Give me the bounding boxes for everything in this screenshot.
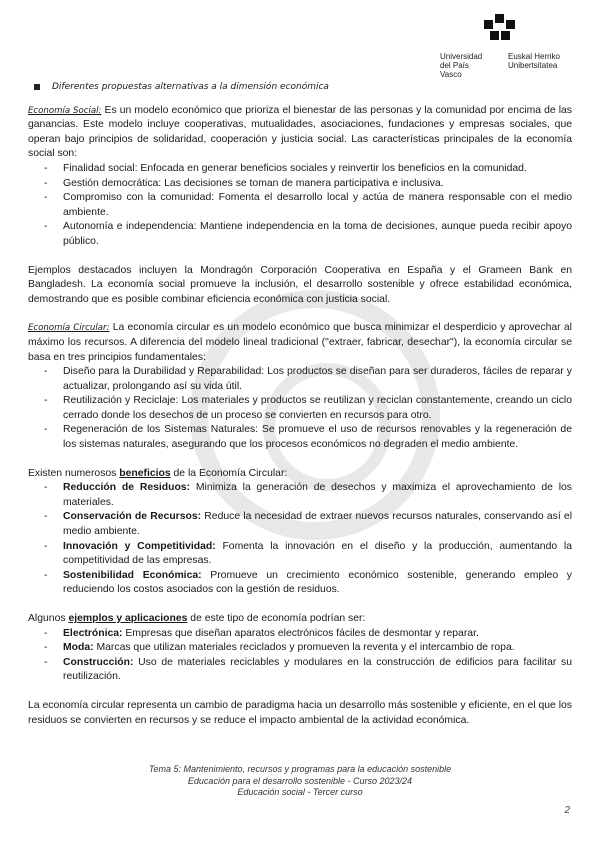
benefits-intro: Existen numerosos beneficios de la Economía Circular: <box>28 467 288 479</box>
page-footer <box>0 764 600 799</box>
conclusion-paragraph: La economía circular representa un cambio de paradigma hacia un desarrollo más sostenible y eficiente, en el que los residuos se convierten en recursos y se reduce el impacto ambiental de la actividad económica. <box>28 699 572 726</box>
social-features-list <box>28 162 572 250</box>
list-item: - Electrónica: Empresas que diseñan aparatos electrónicos fáciles de desmontar y reparar. <box>28 627 572 642</box>
list-item: - Reducción de Residuos: Minimiza la generación de desechos y maximiza el aprovechamiento de los materiales. <box>28 481 572 510</box>
document-body <box>28 80 572 728</box>
applications-intro: Algunos ejemplos y aplicaciones de este tipo de economía podrían ser: <box>28 613 366 624</box>
list-item: - Diseño para la Durabilidad y Reparabilidad: Los productos se diseñan para ser duraderos, fáciles de reparar y actualizar, prolongando así su vida útil. <box>28 365 572 394</box>
list-item: - Gestión democrática: Las decisiones se toman de manera participativa e inclusiva. <box>28 177 572 192</box>
page-number: 2 <box>564 805 570 816</box>
section-title: Diferentes propuestas alternativas a la dimensión económica <box>52 82 329 92</box>
footer-line: Tema 5: Mantenimiento, recursos y programas para la educación sostenible <box>148 764 452 774</box>
benefits-list <box>28 481 572 598</box>
logo-text-basque: Euskal Herriko Unibertsitatea <box>507 52 560 70</box>
section-heading <box>34 80 572 95</box>
list-item: - Compromiso con la comunidad: Fomenta el desarrollo local y actúa de manera responsable con el medio ambiente. <box>28 191 572 220</box>
list-item: - Regeneración de los Sistemas Naturales: Se promueve el uso de recursos renovables y la regeneración de los sistemas naturales, asegurando que los procesos económicos no degraden el medio ambiente. <box>28 423 572 452</box>
circular-economy-intro: Economía Circular: La economía circular es un modelo económico que busca minimizar el desperdicio y aprovechar al máximo los recursos. A diferencia del modelo lineal tradicional ("extraer, fabricar, desechar"), la economía circular se basa en tres principios fundamentales: <box>28 322 572 363</box>
list-item: - Innovación y Competitividad: Fomenta la innovación en el diseño y la producción, aumentando la competitividad de las empresas. <box>28 540 572 569</box>
list-item: - Sostenibilidad Económica: Promueve un crecimiento económico sostenible, generando empleo y reduciendo los costos asociados con la gestión de residuos. <box>28 569 572 598</box>
footer-line: Educación social - Tercer curso <box>237 787 363 797</box>
upv-ehu-emblem-icon <box>484 12 516 42</box>
social-economy-intro: Economía Social: Es un modelo económico que prioriza el bienestar de las personas y la comunidad por encima de las ganancias. Este modelo incluye cooperativas, mutualidades, asociaciones, fundaciones y empresas sociales, que operan bajo principios de solidaridad, cooperación y justicia social. Las características principales de la economía social son: <box>28 104 573 160</box>
circular-economy-label: Economía Circular: <box>28 323 110 334</box>
list-item: - Moda: Marcas que utilizan materiales reciclados y promueven la reventa y el intercambio de ropa. <box>28 641 572 656</box>
list-item: - Reutilización y Reciclaje: Los materiales y productos se reutilizan y reciclan constantemente, creando un ciclo cerrado donde los desechos de un proceso se convierten en recursos para otro. <box>28 394 572 423</box>
social-examples-paragraph: Ejemplos destacados incluyen la Mondragón Corporación Cooperativa en España y el Grameen Bank en Bangladesh. La economía social promueve la inclusión, el desarrollo sostenible y ofrece estabilidad económica, demostrando que es posible combinar eficiencia económica con justicia social. <box>28 264 572 305</box>
square-bullet-icon <box>34 84 40 90</box>
list-item: - Autonomía e independencia: Mantiene independencia en la toma de decisiones, aunque pueda recibir apoyo público. <box>28 220 572 249</box>
applications-list <box>28 627 572 685</box>
footer-line: Educación para el desarrollo sostenible - Curso 2023/24 <box>187 775 413 786</box>
social-economy-label: Economía Social: <box>28 105 102 116</box>
list-item: - Conservación de Recursos: Reduce la necesidad de extraer nuevos recursos naturales, conservando así el medio ambiente. <box>28 510 572 539</box>
circular-principles-list <box>28 365 572 453</box>
list-item: - Construcción: Uso de materiales reciclables y modulares en la construcción de edificios para facilitar su reutilización. <box>28 656 572 685</box>
list-item: - Finalidad social: Enfocada en generar beneficios sociales y reinvertir los beneficios en la comunidad. <box>28 162 572 177</box>
logo-text-spanish: Universidad del País Vasco <box>440 52 483 79</box>
university-logo <box>440 12 560 79</box>
